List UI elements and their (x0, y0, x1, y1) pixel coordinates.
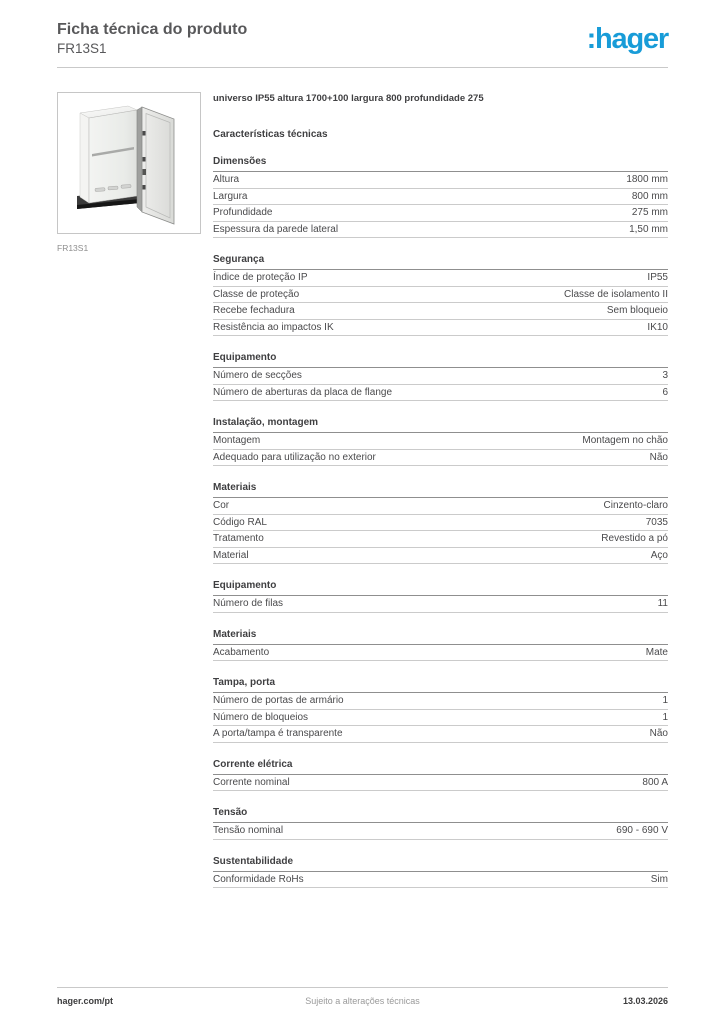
product-image-caption: FR13S1 (57, 243, 89, 253)
spec-value: 1800 mm (626, 174, 668, 185)
spec-label: Montagem (213, 435, 261, 446)
spec-label: Número de filas (213, 598, 284, 609)
spec-label: Recebe fechadura (213, 305, 295, 316)
spec-row (213, 548, 668, 565)
cabinet-illustration (58, 93, 200, 233)
section-rows (213, 368, 668, 401)
section-rows (213, 693, 668, 743)
spec-section (213, 156, 668, 238)
spec-row (213, 515, 668, 532)
spec-section (213, 417, 668, 466)
content-area (57, 92, 668, 888)
spec-row (213, 823, 668, 840)
section-rows (213, 872, 668, 889)
spec-section (213, 352, 668, 401)
spec-value: 690 - 690 V (616, 825, 668, 836)
section-title: Materiais (213, 629, 668, 645)
spec-section (213, 856, 668, 889)
spec-label: Código RAL (213, 516, 267, 528)
footer-disclaimer: Sujeito a alterações técnicas (305, 996, 420, 1006)
spec-section (213, 677, 668, 743)
section-rows (213, 596, 668, 613)
section-title: Equipamento (213, 580, 668, 596)
spec-label: Largura (213, 190, 248, 202)
spec-label: Número de bloqueios (213, 711, 309, 723)
spec-row (213, 498, 668, 515)
section-title: Equipamento (213, 352, 668, 368)
spec-section (213, 254, 668, 336)
spec-label: Classe de proteção (213, 288, 300, 300)
spec-section (213, 580, 668, 613)
spec-row (213, 270, 668, 287)
spec-label: Índice de proteção IP (213, 272, 308, 283)
spec-row (213, 205, 668, 222)
spec-row (213, 303, 668, 320)
spec-value: 3 (662, 370, 668, 381)
section-rows (213, 270, 668, 336)
section-title: Sustentabilidade (213, 856, 668, 872)
spec-row (213, 320, 668, 337)
section-title: Segurança (213, 254, 668, 270)
spec-row (213, 189, 668, 206)
product-code: FR13S1 (57, 41, 107, 57)
spec-value: 1,50 mm (629, 223, 668, 235)
spec-row (213, 693, 668, 710)
spec-row (213, 433, 668, 450)
product-image (57, 92, 201, 234)
spec-value: Não (649, 451, 668, 463)
spec-row (213, 531, 668, 548)
spec-row (213, 872, 668, 889)
specs-column (213, 92, 668, 888)
spec-label: Material (213, 549, 249, 561)
spec-value: 7035 (645, 516, 668, 528)
spec-label: Tensão nominal (213, 825, 284, 836)
section-title: Materiais (213, 482, 668, 498)
spec-label: Tratamento (213, 533, 264, 544)
spec-row (213, 645, 668, 662)
spec-value: Revestido a pó (601, 533, 668, 544)
spec-row (213, 775, 668, 792)
spec-value: Sim (650, 873, 668, 885)
spec-value: Cinzento-claro (603, 500, 668, 511)
page-title: Ficha técnica do produto (57, 21, 248, 38)
page-header (57, 0, 668, 68)
spec-sections (213, 156, 668, 888)
spec-row (213, 368, 668, 385)
spec-row (213, 596, 668, 613)
spec-value: Classe de isolamento II (564, 288, 668, 300)
spec-label: A porta/tampa é transparente (213, 728, 343, 739)
spec-row (213, 287, 668, 304)
spec-label: Corrente nominal (213, 776, 290, 788)
spec-value: 6 (662, 386, 668, 398)
spec-section (213, 482, 668, 564)
footer-date: 13.03.2026 (622, 996, 668, 1006)
spec-value: 11 (657, 598, 668, 609)
spec-label: Cor (213, 500, 230, 511)
spec-value: Aço (650, 549, 668, 561)
spec-row (213, 222, 668, 239)
section-rows (213, 433, 668, 466)
page-footer (57, 987, 668, 1006)
section-title: Tampa, porta (213, 677, 668, 693)
spec-value: Mate (645, 646, 668, 658)
spec-value: Sem bloqueio (606, 305, 668, 316)
spec-label: Número de aberturas da placa de flange (213, 386, 393, 398)
spec-label: Profundidade (213, 207, 273, 218)
spec-row (213, 710, 668, 727)
spec-label: Resistência ao impactos IK (213, 321, 334, 333)
specs-title: Características técnicas (213, 129, 328, 140)
spec-label: Conformidade RoHs (213, 873, 304, 885)
spec-section (213, 759, 668, 792)
spec-value: 800 mm (631, 190, 668, 202)
spec-label: Número de portas de armário (213, 695, 344, 706)
product-image-column (57, 92, 201, 888)
section-title: Corrente elétrica (213, 759, 668, 775)
spec-value: Montagem no chão (582, 435, 668, 446)
spec-label: Número de secções (213, 370, 302, 381)
spec-row (213, 172, 668, 189)
section-rows (213, 498, 668, 564)
section-title: Tensão (213, 807, 668, 823)
spec-section (213, 807, 668, 840)
spec-row (213, 385, 668, 402)
title-block (57, 21, 247, 56)
section-title: Dimensões (213, 156, 668, 172)
section-rows (213, 823, 668, 840)
spec-value: 1 (662, 695, 668, 706)
product-description: universo IP55 altura 1700+100 largura 800 profundidade 275 (213, 93, 484, 104)
spec-value: 275 mm (631, 207, 668, 218)
spec-value: 800 A (642, 776, 668, 788)
spec-label: Espessura da parede lateral (213, 223, 339, 235)
spec-section (213, 629, 668, 662)
spec-value: Não (649, 728, 668, 739)
spec-label: Altura (213, 174, 240, 185)
footer-website: hager.com/pt (57, 996, 114, 1006)
spec-label: Adequado para utilização no exterior (213, 451, 376, 463)
spec-value: IP55 (647, 272, 668, 283)
spec-value: IK10 (647, 321, 668, 333)
section-rows (213, 172, 668, 238)
spec-label: Acabamento (213, 646, 270, 658)
section-rows (213, 645, 668, 662)
section-title: Instalação, montagem (213, 417, 668, 433)
section-rows (213, 775, 668, 792)
spec-value: 1 (662, 711, 668, 723)
hager-logo: :hager (586, 23, 668, 55)
spec-row (213, 450, 668, 467)
spec-row (213, 726, 668, 743)
